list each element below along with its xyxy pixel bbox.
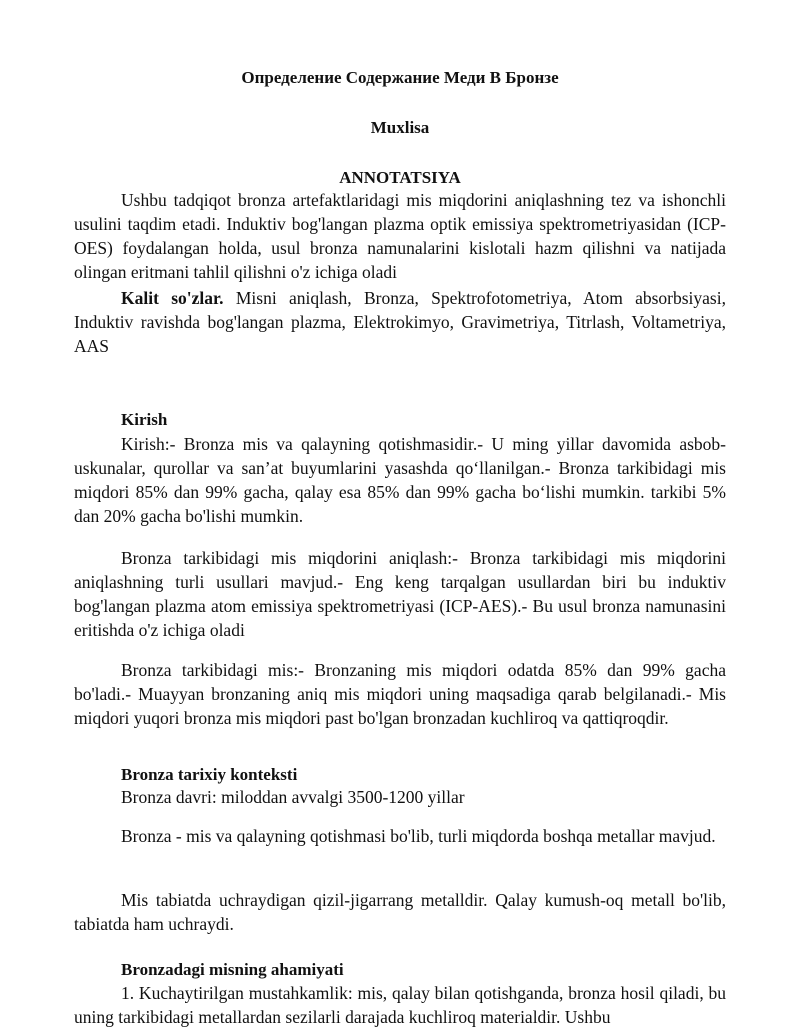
- abstract-heading: ANNOTATSIYA: [339, 168, 461, 187]
- document-title: Определение Содержание Меди В Бронзе: [241, 68, 559, 87]
- intro-heading: Kirish: [121, 410, 168, 429]
- importance-heading: Bronzadagi misning ahamiyati: [121, 960, 344, 979]
- importance-paragraph-1: 1. Kuchaytirilgan mustahkamlik: mis, qalay bilan qotishganda, bronza hosil qiladi, bu uning tarkibidagi metallardan sezilarli darajada kuchliroq materialdir. Ushbu: [74, 983, 726, 1027]
- keywords-label: Kalit so'zlar.: [121, 288, 224, 308]
- intro-paragraph-3: Bronza tarkibidagi mis:- Bronzaning mis miqdori odatda 85% dan 99% gacha bo'ladi.- Muayyan bronzaning aniq mis miqdori uning maqsadiga qarab belgilanadi.- Mis miqdori yuqori bronza mis miqdori past bo'lgan bronzadan kuchliroq va qattiqroqdir.: [74, 660, 726, 728]
- abstract-paragraph: Ushbu tadqiqot bronza artefaktlaridagi mis miqdorini aniqlashning tez va ishonchli usulini taqdim etadi. Induktiv bog'langan plazma optik emissiya spektrometriyasidan (ICP-OES) foydalangan holda, usul bronza namunalarini kislotali hazm qilishni va natijada olingan eritmani tahlil qilishni o'z ichiga oladi: [74, 190, 726, 282]
- history-paragraph-2: Mis tabiatda uchraydigan qizil-jigarrang metalldir. Qalay kumush-oq metall bo'lib, tabiatda ham uchraydi.: [74, 890, 726, 934]
- keywords-paragraph: [74, 286, 726, 358]
- keywords-text: Misni aniqlash, Bronza, Spektrofotometriya, Atom absorbsiyasi, Induktiv ravishda bog'langan plazma, Elektrokimyo, Gravimetriya, Titrlash, Voltametriya, AAS: [74, 288, 726, 356]
- history-heading: Bronza tarixiy konteksti: [121, 765, 298, 784]
- intro-paragraph-2: Bronza tarkibidagi mis miqdorini aniqlash:- Bronza tarkibidagi mis miqdorini aniqlashning turli usullari mavjud.- Eng keng tarqalgan usullardan biri bu induktiv bog'langan plazma atom emissiya spektrometriyasi (ICP-AES).- Bu usul bronza namunasini eritishda o'z ichiga oladi: [74, 548, 726, 640]
- author-name: Muxlisa: [370, 118, 430, 137]
- history-paragraph-1: Bronza - mis va qalayning qotishmasi bo'lib, turli miqdorda boshqa metallar mavjud.: [121, 826, 716, 846]
- history-period-line: Bronza davri: miloddan avvalgi 3500-1200 yillar: [121, 787, 465, 807]
- intro-paragraph-1: Kirish:- Bronza mis va qalayning qotishmasidir.- U ming yillar davomida asbob-uskunalar, qurollar va san’at buyumlarini yasashda qo‘llanilgan.- Bronza tarkibidagi mis miqdori 85% dan 99% gacha, qalay esa 85% dan 99% gacha bo‘lishi mumkin. tarkibi 5% dan 20% gacha bo'lishi mumkin.: [74, 434, 726, 526]
